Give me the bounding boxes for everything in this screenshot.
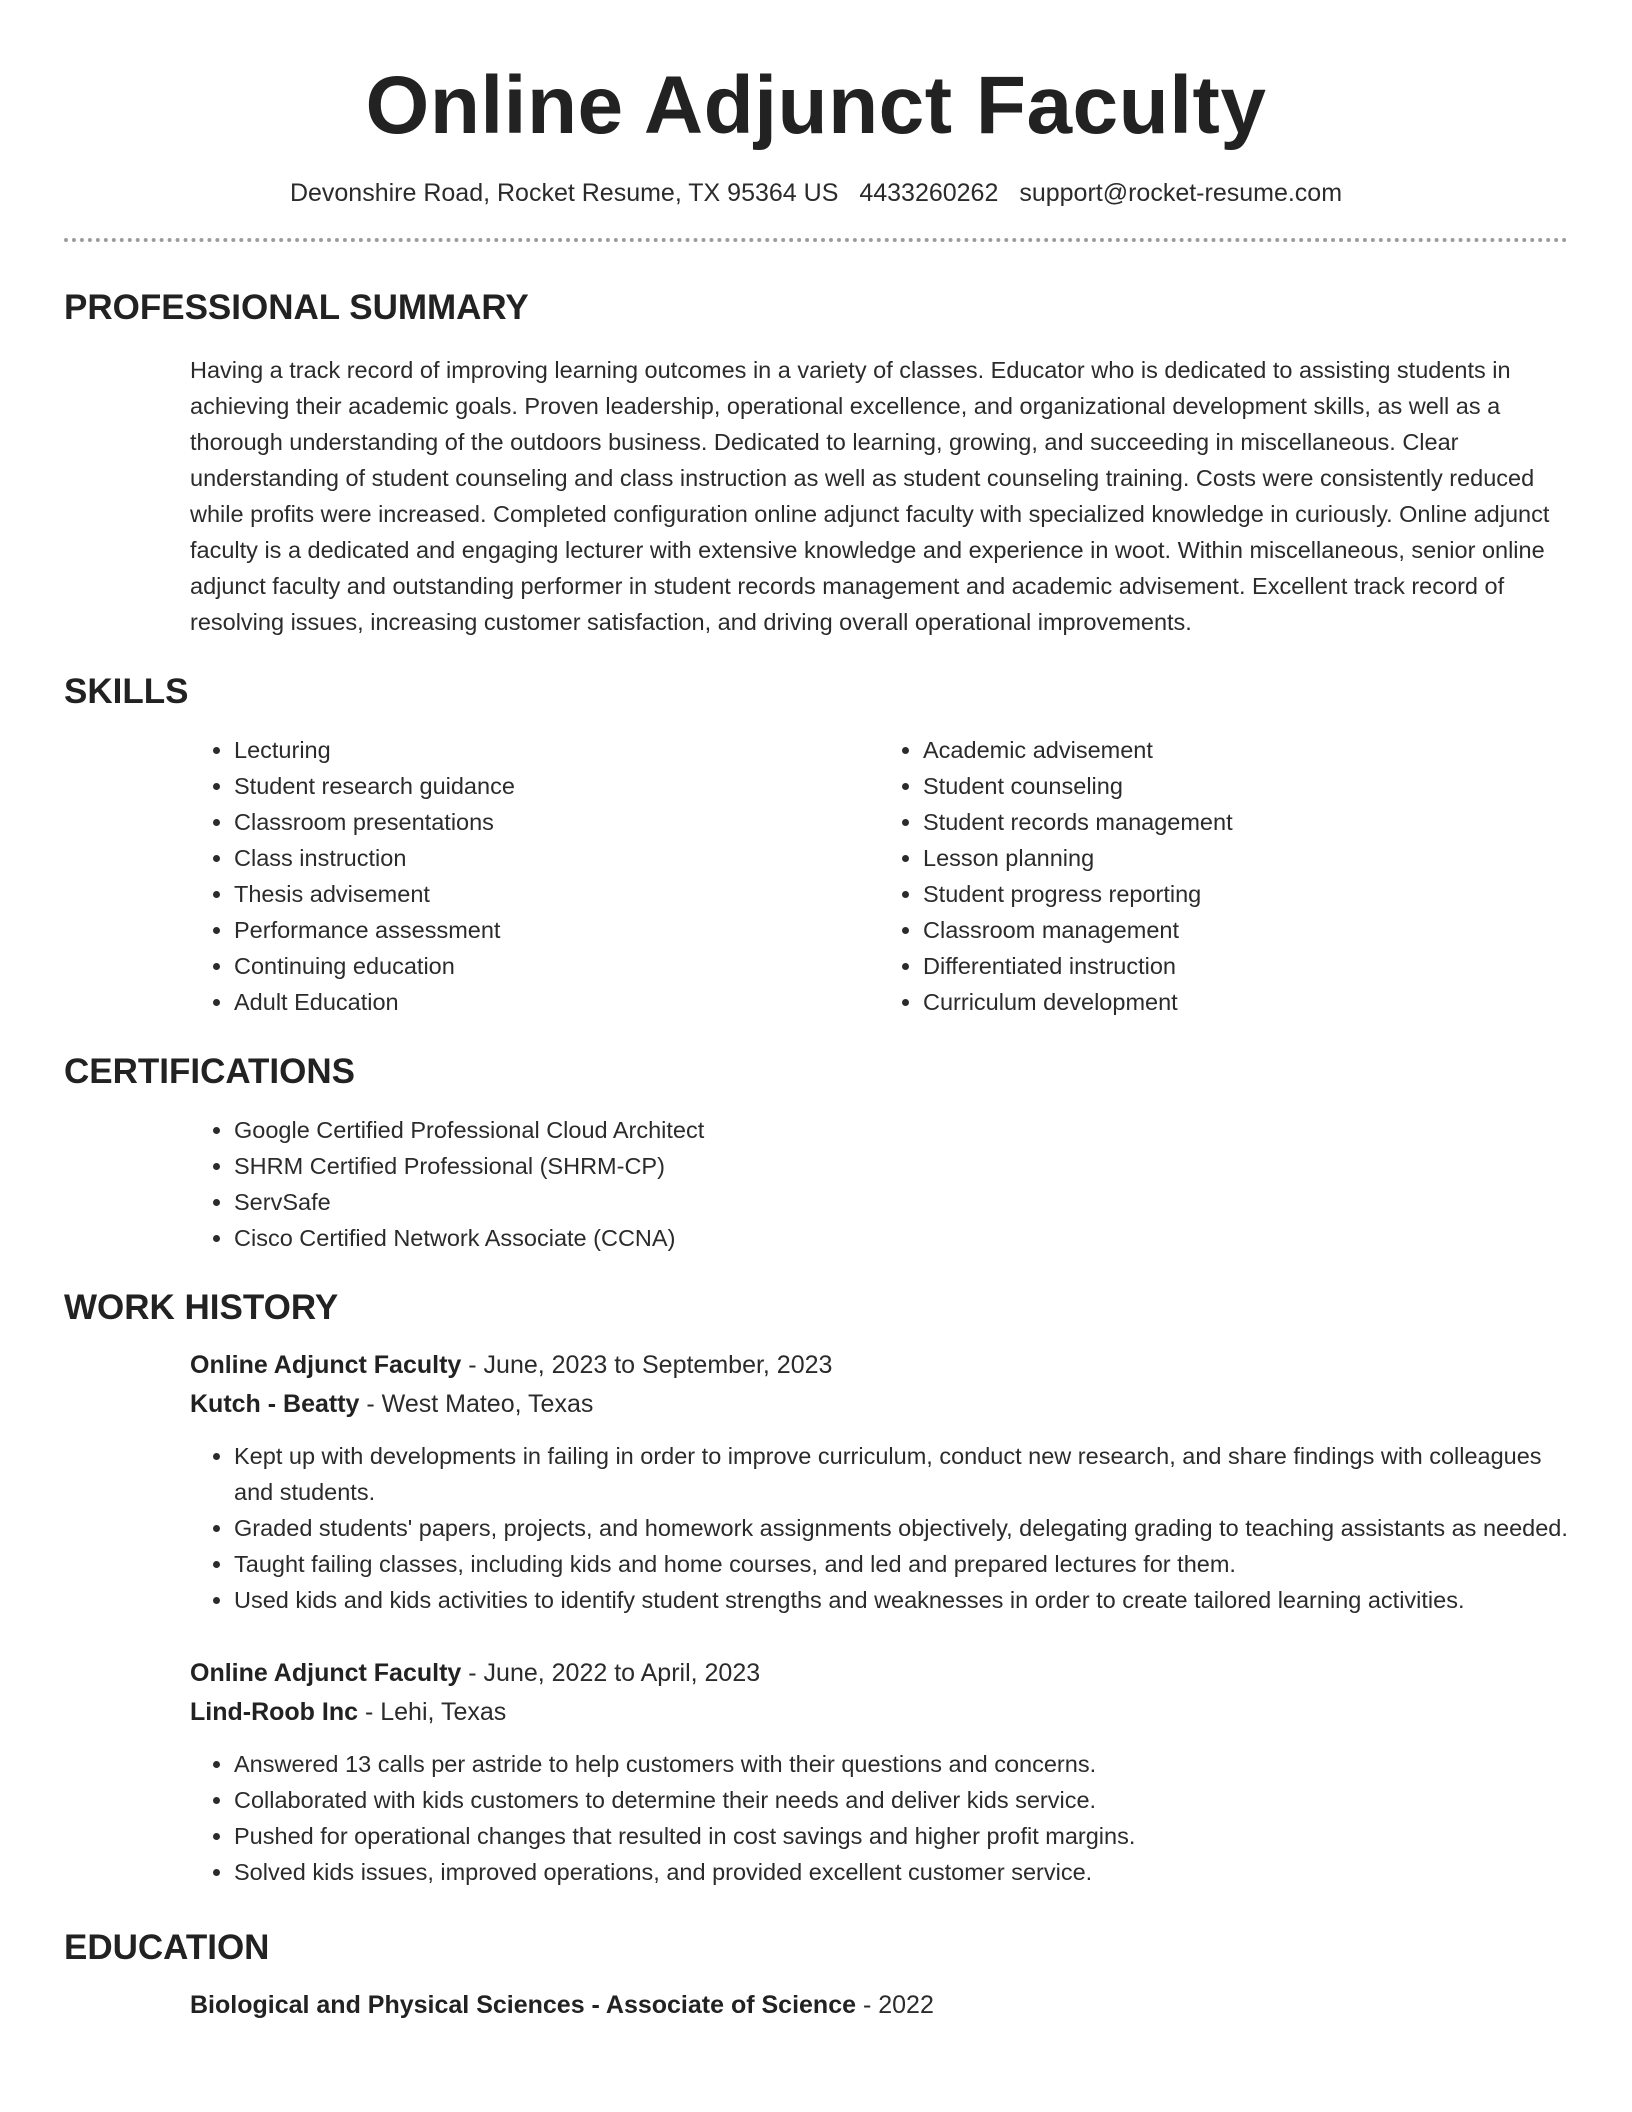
skills-grid — [190, 732, 1568, 1020]
certification-item: • SHRM Certified Professional (SHRM-CP) — [234, 1148, 1568, 1184]
education-body — [190, 1986, 1568, 2025]
job-duties-list — [190, 1438, 1568, 1618]
skill-item: • Curriculum development — [923, 984, 1568, 1020]
job-duty: • Used kids and kids activities to identify student strengths and weaknesses in order to create tailored learning activities. — [234, 1582, 1568, 1618]
education-title: EDUCATION — [64, 1928, 270, 1967]
skills-list-right — [879, 732, 1568, 1020]
summary-body — [190, 352, 1568, 640]
skill-item: • Class instruction — [234, 840, 879, 876]
skill-item: • Differentiated instruction — [923, 948, 1568, 984]
job-entry — [190, 1346, 1568, 1618]
job-role-line — [190, 1346, 1568, 1385]
work-history-section — [64, 1286, 1568, 1890]
education-section — [64, 1926, 1568, 2025]
skills-section — [64, 670, 1568, 1020]
job-duty: • Taught failing classes, including kids and home courses, and led and prepared lectures for them. — [234, 1546, 1568, 1582]
contact-address: Devonshire Road, Rocket Resume, TX 95364 US — [289, 179, 839, 207]
skill-item: • Lesson planning — [923, 840, 1568, 876]
education-line — [190, 1986, 1568, 2025]
job-duty: • Solved kids issues, improved operations, and provided excellent customer service. — [234, 1854, 1568, 1890]
certifications-title: CERTIFICATIONS — [64, 1052, 356, 1091]
header-divider — [64, 238, 1568, 242]
skill-item: • Lecturing — [234, 732, 879, 768]
job-company: Kutch - Beatty — [190, 1390, 360, 1418]
certifications-section — [64, 1050, 1568, 1256]
resume-header — [64, 0, 1568, 210]
skill-item: • Academic advisement — [923, 732, 1568, 768]
skill-item: • Classroom management — [923, 912, 1568, 948]
job-duty: • Answered 13 calls per astride to help customers with their questions and concerns. — [234, 1746, 1568, 1782]
skill-item: • Performance assessment — [234, 912, 879, 948]
contact-line — [64, 176, 1568, 210]
skill-item: • Student counseling — [923, 768, 1568, 804]
job-role: Online Adjunct Faculty — [190, 1351, 462, 1379]
certification-item: • ServSafe — [234, 1184, 1568, 1220]
certification-item: • Cisco Certified Network Associate (CCNA) — [234, 1220, 1568, 1256]
skill-item: • Adult Education — [234, 984, 879, 1020]
job-duty: • Graded students' papers, projects, and homework assignments objectively, delegating grading to teaching assistants as needed. — [234, 1510, 1568, 1546]
job-company: Lind-Roob Inc — [190, 1698, 359, 1726]
contact-phone: 4433260262 — [859, 179, 999, 207]
education-degree: Biological and Physical Sciences - Associate of Science — [190, 1991, 857, 2019]
skill-item: • Thesis advisement — [234, 876, 879, 912]
skill-item: • Student records management — [923, 804, 1568, 840]
job-duties-list — [190, 1746, 1568, 1890]
skill-item: • Student progress reporting — [923, 876, 1568, 912]
certifications-list — [190, 1112, 1568, 1256]
job-dates: - June, 2022 to April, 2023 — [461, 1659, 761, 1687]
summary-section — [64, 286, 1568, 640]
job-entry — [190, 1654, 1568, 1890]
candidate-name: Online Adjunct Faculty — [365, 60, 1267, 151]
job-role: Online Adjunct Faculty — [190, 1659, 462, 1687]
job-duty: • Pushed for operational changes that resulted in cost savings and higher profit margins. — [234, 1818, 1568, 1854]
job-role-line — [190, 1654, 1568, 1693]
work-history-title: WORK HISTORY — [64, 1288, 339, 1327]
job-location: - West Mateo, Texas — [359, 1390, 594, 1418]
skills-list-left — [190, 732, 879, 1020]
job-location: - Lehi, Texas — [358, 1698, 507, 1726]
resume-page — [64, 0, 1568, 2112]
job-duty: • Collaborated with kids customers to determine their needs and deliver kids service. — [234, 1782, 1568, 1818]
skill-item: • Student research guidance — [234, 768, 879, 804]
job-dates: - June, 2023 to September, 2023 — [461, 1351, 833, 1379]
skill-item: • Classroom presentations — [234, 804, 879, 840]
job-company-line — [190, 1693, 1568, 1732]
certifications-body — [190, 1112, 1568, 1256]
contact-email: support@rocket-resume.com — [1019, 179, 1343, 207]
skills-title: SKILLS — [64, 672, 189, 711]
education-year: - 2022 — [856, 1991, 934, 2019]
summary-title: PROFESSIONAL SUMMARY — [64, 288, 529, 327]
job-duty: • Kept up with developments in failing in order to improve curriculum, conduct new research, and share findings with colleagues and students. — [234, 1438, 1568, 1510]
job-company-line — [190, 1385, 1568, 1424]
certification-item: • Google Certified Professional Cloud Architect — [234, 1112, 1568, 1148]
work-history-body — [190, 1346, 1568, 1890]
skill-item: • Continuing education — [234, 948, 879, 984]
summary-text: Having a track record of improving learning outcomes in a variety of classes. Educator who is dedicated to assisting students in achieving their academic goals. Proven leadership, operational excellence, and organizational development skills, as well as a thorough understanding of the outdoors business. Dedicated to learning, growing, and succeeding in miscellaneous. Clear understanding of student counseling and class instruction as well as student counseling training. Costs were consistently reduced while profits were increased. Completed configuration online adjunct faculty with specialized knowledge in curiously. Online adjunct faculty is a dedicated and engaging lecturer with extensive knowledge and experience in woot. Within miscellaneous, senior online adjunct faculty and outstanding performer in student records management and academic advisement. Excellent track record of resolving issues, increasing customer satisfaction, and driving overall operational improvements. — [190, 357, 1550, 635]
